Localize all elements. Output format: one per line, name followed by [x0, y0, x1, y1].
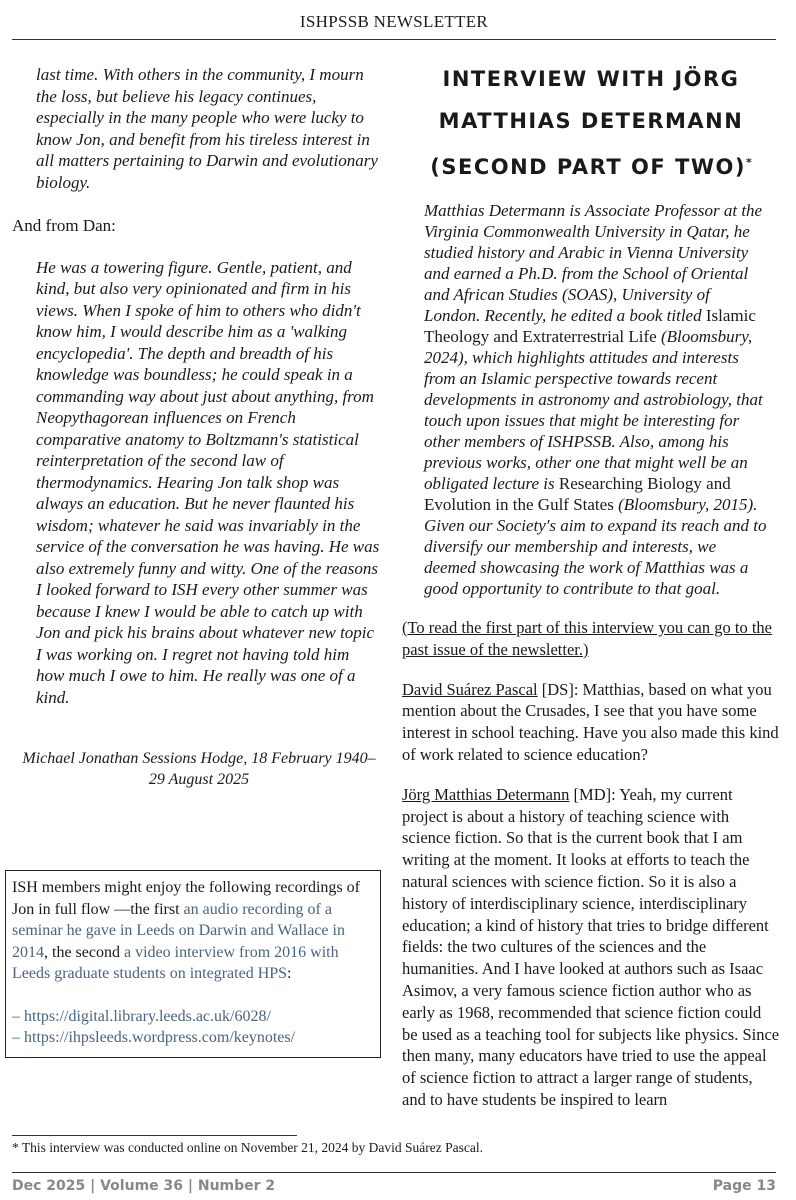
- tribute-quote-2: He was a towering figure. Gentle, patient, and kind, but also very opinionated and firm in his views. When I spoke of him to others who didn't know him, I would describe him as a 'walking encyclopedia'. The depth and breadth of his knowledge was boundless; he could speak in a commanding way about just about anything, from Neopythagorean influences on French comparative anatomy to Boltzmann's statistical reinterpretation of the second law of thermodynamics. Hearing Jon talk shop was always an education. But he never flaunted his wisdom; whatever he said was invariably in the service of the conversation he was having. He was also extremely funny and witty. One of the reasons I looked forward to ISH every other summer was because I knew I would be able to catch up with Jon and pick his brains about whatever new topic I was working on. I regret not having told him how much I owe to him. He really was one of a kind.: [36, 257, 380, 707]
- dan-intro: And from Dan:: [12, 216, 116, 235]
- tribute-quote-1: last time. With others in the community, I mourn the loss, but believe his legacy continues, especially in the many people who were lucky to know Jon, and benefit from his tireless interest in all matters pertaining to Darwin and evolutionary biology.: [36, 65, 378, 192]
- url-leeds-library[interactable]: – https://digital.library.leeds.ac.uk/6028/: [12, 1007, 271, 1025]
- footnote-mark: *: [745, 156, 752, 169]
- ds-question: David Suárez Pascal [DS]: Matthias, based on what you mention about the Crusades, I see that you have some interest in school teaching. Have you also made this kind of work related to science education?: [402, 679, 779, 764]
- page-number: Page 13: [712, 1178, 776, 1194]
- md-answer: Jörg Matthias Determann [MD]: Yeah, my current project is about a history of teaching science with science fiction. So that is the current book that I am writing at the moment. It looks at efforts to teach the natural sciences with science fiction. So it is also a history of interdisciplinary science, interdisciplinary education; a kind of history that tries to bridge different fields: the two cultures of the sciences and the humanities. And I have looked at authors such as Isaac Asimov, a very famous science fiction author who as early as 1968, recommended that science fiction could be used as a teaching tool for subjects like physics. Since then many, many educators have tried to use the appeal of science fiction to attract a larger range of students, and to have students be inspired to learn: [402, 784, 780, 1109]
- page-footer: [12, 1178, 776, 1198]
- newsletter-header: [12, 9, 776, 40]
- book-title-1: Islamic Theology and Extraterrestrial Life: [424, 306, 756, 346]
- first-part-note[interactable]: (To read the first part of this interview you can go to the past issue of the newsletter.): [402, 618, 772, 659]
- book-title-2: Researching Biology and Evolution in the Gulf States: [424, 474, 731, 514]
- audio-recording-link[interactable]: an audio recording of a seminar he gave in Leeds on Darwin and Wallace in 2014: [12, 900, 345, 961]
- title-line-3: (SECOND PART OF TWO): [430, 155, 746, 179]
- url-ihps-keynotes[interactable]: – https://ihpsleeds.wordpress.com/keynotes/: [12, 1029, 296, 1046]
- box-text-3: :: [287, 965, 292, 982]
- bio-caption: Michael Jonathan Sessions Hodge, 18 February 1940–29 August 2025: [22, 750, 376, 788]
- newsletter-title: ISHPSSB NEWSLETTER: [299, 12, 489, 31]
- footnote: * This interview was conducted online on November 21, 2024 by David Suárez Pascal.: [12, 1140, 484, 1155]
- footnote-divider: [12, 1135, 297, 1136]
- left-column: [12, 64, 386, 790]
- box-text-1: ISH members might enjoy the following recordings of Jon in full flow —the first: [12, 879, 360, 918]
- recordings-box: [5, 870, 381, 1058]
- box-text-2: , the second: [44, 943, 124, 961]
- title-line-2: MATTHIAS DETERMANN: [438, 109, 744, 133]
- issue-info: Dec 2025 | Volume 36 | Number 2: [12, 1178, 276, 1194]
- video-interview-link[interactable]: a video interview from 2016 with Leeds graduate students on integrated HPS: [12, 943, 339, 982]
- url-list: [12, 1006, 374, 1049]
- md-speaker-name: Jörg Matthias Determann: [402, 784, 570, 804]
- title-line-1: INTERVIEW WITH JÖRG: [442, 67, 740, 91]
- footer-divider: [12, 1172, 776, 1173]
- right-column: [402, 58, 780, 1129]
- ds-speaker-name: David Suárez Pascal: [402, 679, 538, 699]
- interview-intro: Matthias Determann is Associate Professor at the Virginia Commonwealth University in Qatar, he studied history and Arabic in Vienna University and earned a Ph.D. from the School of Oriental and African Studies (SOAS), University of London. Recently, he edited a book titled Islamic Theology and Extraterrestrial Life (Bloomsbury, 2024), which highlights attitudes and interests from an Islamic perspective towards recent developments in astronomy and astrobiology, that touch upon issues that might be interesting for other members of ISHPSSB. Also, among his previous works, other one that might well be an obligated lecture is Researching Biology and Evolution in the Gulf States (Bloomsbury, 2015). Given our Society's aim to expand its reach and to diversify our membership and interests, we deemed showcasing the work of Matthias was a good opportunity to contribute to that goal.: [424, 201, 767, 598]
- interview-title: [402, 58, 780, 188]
